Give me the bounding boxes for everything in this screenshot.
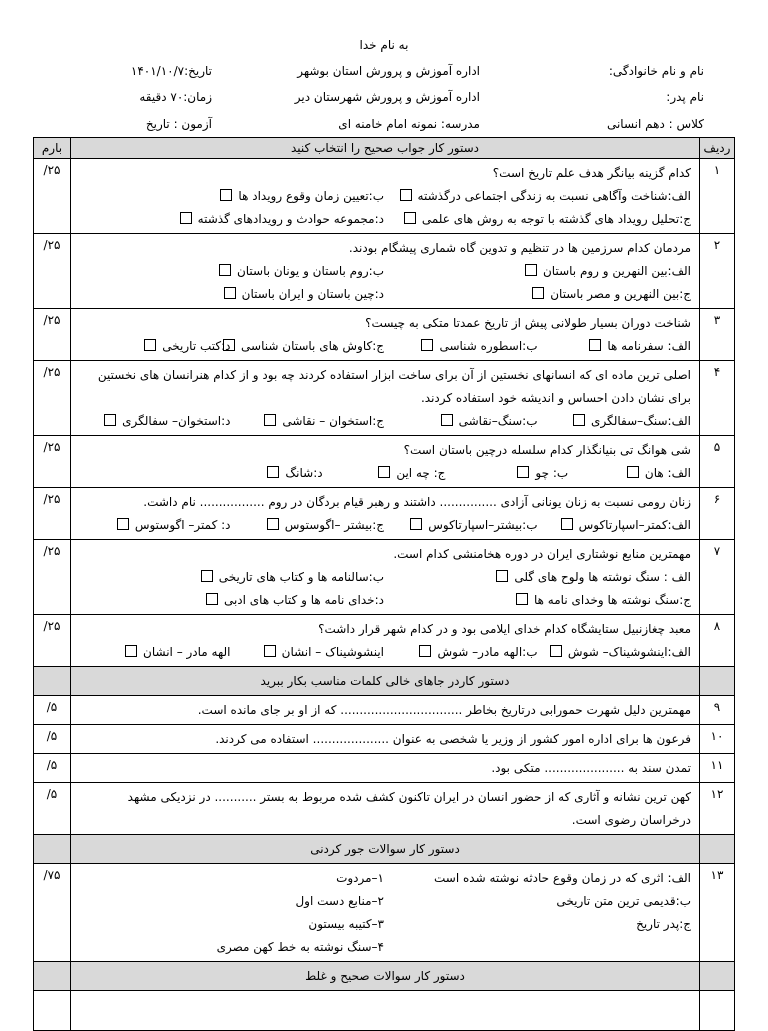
answer-option[interactable] [77,589,384,612]
answer-checkbox[interactable] [264,414,276,426]
answer-option[interactable] [200,462,323,485]
question-score: /۲۵ [34,159,71,234]
answer-option-label: ب:روم باستان و یونان باستان [236,264,384,278]
answer-option[interactable] [384,260,691,283]
empty-row [34,991,735,1031]
question-text: شی هوانگ تی بنیانگذار کدام سلسله درچین باستان است؟ [403,443,691,457]
matching-answer: ۴–سنگ نوشته به خط کهن مصری [216,940,384,954]
answer-checkbox[interactable] [532,287,544,299]
question-cell [71,234,700,309]
question-number: ۳ [700,309,735,361]
answer-checkbox[interactable] [441,414,453,426]
answer-option-label: الهه مادر – انشان [143,645,231,659]
question-number: ۱۲ [700,783,735,835]
answer-option[interactable] [538,410,692,433]
column-header-score: بارم [34,138,71,159]
question-score: /۵ [34,696,71,725]
answer-option[interactable] [384,514,538,537]
question-number: ۹ [700,696,735,725]
answer-checkbox[interactable] [117,518,129,530]
answer-option[interactable] [384,641,538,664]
answer-checkbox[interactable] [144,339,156,351]
answer-checkbox[interactable] [561,518,573,530]
question-cell [71,725,700,754]
page-title: به نام خدا [359,38,409,52]
question-score: /۷۵ [34,864,71,962]
office-city: اداره آموزش و پرورش شهرستان دیر [294,90,480,104]
answer-checkbox[interactable] [404,212,416,224]
answer-option-label: د:مجموعه حوادث و رویدادهای گذشته [197,212,384,226]
answer-option-label: الف:شناخت وآگاهی نسبت به زندگی اجتماعی درگذشته [417,189,691,203]
matching-prompt: ب:قدیمی ترین متن تاریخی [556,894,691,908]
section-spacer [700,962,735,991]
matching-answer: ۳–کتیبه بیستون [308,917,384,931]
answer-option-label: د:شانگ [285,466,323,480]
question-number: ۱ [700,159,735,234]
section-spacer [34,667,71,696]
question-row [34,361,735,436]
answer-option[interactable] [568,462,691,485]
section-spacer [700,835,735,864]
answer-checkbox[interactable] [627,466,639,478]
question-number: ۷ [700,540,735,615]
answer-option-label: الف: سفرنامه ها [607,339,691,353]
answer-option[interactable] [384,335,538,358]
question-score: /۲۵ [34,436,71,488]
answer-checkbox[interactable] [378,466,390,478]
exam-subject: آزمون : تاریخ [145,117,212,131]
answer-checkbox[interactable] [550,645,562,657]
matching-question-row [34,864,735,962]
question-row [34,309,735,361]
answer-option-label: ج:تحلیل رویداد های گذشته با توجه به روش های علمی [421,212,691,226]
answer-option-label: د:کتب تاریخی [162,339,231,353]
matching-answer: ۱–مردوت [336,871,384,885]
question-cell [71,361,700,436]
matching-prompt: ج:پدر تاریخ [636,917,691,931]
answer-option-label: ب: چو [535,466,569,480]
answer-option[interactable] [538,514,692,537]
answer-option-label: الف:بین النهرین و روم باستان [542,264,691,278]
answer-option[interactable] [384,566,691,589]
question-score: /۲۵ [34,361,71,436]
section-spacer [700,667,735,696]
answer-checkbox[interactable] [589,339,601,351]
question-number: ۲ [700,234,735,309]
table-header-row [34,138,735,159]
question-number: ۵ [700,436,735,488]
matching-answers [77,867,384,959]
answer-option-label: ب:اسطوره شناسی [439,339,538,353]
question-cell [71,864,700,962]
class-label: کلاس : دهم انسانی [606,117,704,131]
answer-option[interactable] [538,641,692,664]
exam-date: تاریخ:۱۴۰۱/۱۰/۷ [130,64,212,78]
section-matching-row [34,835,735,864]
question-number: ۱۳ [700,864,735,962]
exam-duration: زمان:۷۰ دقیقه [139,90,212,104]
answer-option-label: ب:الهه مادر– شوش [437,645,538,659]
question-number: ۱۰ [700,725,735,754]
empty-cell [34,991,71,1031]
answer-option[interactable] [77,641,231,664]
question-cell [71,436,700,488]
fill-question-row [34,725,735,754]
answer-checkbox[interactable] [525,264,537,276]
answer-option-label: الف:اینشوشیناک– شوش [567,645,691,659]
question-cell [71,540,700,615]
answer-option[interactable] [445,462,568,485]
options-group [77,335,691,358]
answer-option[interactable] [77,185,384,208]
answer-option[interactable] [77,514,231,537]
options-group [77,260,691,306]
answer-option-label: ب:تعیین زمان وقوع رویداد ها [238,189,384,203]
answer-option[interactable] [231,335,385,358]
answer-checkbox[interactable] [201,570,213,582]
answer-checkbox[interactable] [219,264,231,276]
answer-checkbox[interactable] [496,570,508,582]
answer-option[interactable] [77,410,231,433]
answer-option-label: ج:کاوش های باستان شناسی [241,339,384,353]
question-score: /۲۵ [34,615,71,667]
question-score: /۵ [34,725,71,754]
question-score: /۲۵ [34,540,71,615]
section-true-false: دستور کار سوالات صحیح و غلط [71,962,700,991]
answer-checkbox[interactable] [125,645,137,657]
answer-option[interactable] [231,410,385,433]
question-cell [71,696,700,725]
question-number: ۴ [700,361,735,436]
section-spacer [34,962,71,991]
answer-option[interactable] [77,566,384,589]
answer-checkbox[interactable] [206,593,218,605]
question-cell [71,783,700,835]
answer-checkbox[interactable] [267,518,279,530]
answer-option[interactable] [384,185,691,208]
matching-answer: ۲–منابع دست اول [295,894,384,908]
section-spacer [34,835,71,864]
options-group [77,462,691,485]
answer-option-label: ج: چه این [396,466,446,480]
answer-checkbox[interactable] [267,466,279,478]
question-cell [71,488,700,540]
question-number: ۶ [700,488,735,540]
answer-checkbox[interactable] [400,189,412,201]
fill-question-row [34,754,735,783]
section-fill-in-blanks: دستور کاردر جاهای خالی کلمات مناسب بکار ببرید [71,667,700,696]
question-score: /۲۵ [34,488,71,540]
matching-prompts [384,867,691,959]
matching-columns [77,867,691,959]
question-text: مردمان کدام سرزمین ها در تنظیم و تدوین گاه شماری پیشگام بودند. [348,241,691,255]
office-province: اداره آموزش و پرورش استان بوشهر [297,64,480,78]
column-header-row-number: ردیف [700,138,735,159]
question-text: فرعون ها برای اداره امور کشور از وزیر یا شخصی به عنوان .................... استفاده می کردند. [215,732,691,746]
answer-option[interactable] [384,410,538,433]
question-number: ۸ [700,615,735,667]
section-fill-in-blanks-row [34,667,735,696]
question-row [34,234,735,309]
question-row [34,159,735,234]
answer-option[interactable] [77,260,384,283]
section-true-false-row [34,962,735,991]
question-row [34,540,735,615]
section-matching: دستور کار سوالات جور کردنی [71,835,700,864]
answer-checkbox[interactable] [104,414,116,426]
fill-question-row [34,696,735,725]
answer-option[interactable] [384,589,691,612]
answer-option[interactable] [323,462,446,485]
question-score: /۵ [34,783,71,835]
answer-option[interactable] [77,335,231,358]
answer-option-label: ج:استخوان – نقاشی [282,414,384,428]
options-group [77,514,691,537]
answer-checkbox[interactable] [220,189,232,201]
school-name: مدرسه: نمونه امام خامنه ای [338,117,480,131]
question-score: /۵ [34,754,71,783]
answer-checkbox[interactable] [264,645,276,657]
answer-checkbox[interactable] [573,414,585,426]
father-name-label: نام پدر: [666,90,704,104]
matching-prompt: الف: اثری که در زمان وقوع حادثه نوشته شده است [434,871,691,885]
question-text: زنان رومی نسبت به زنان یونانی آزادی ............... داشتند و رهبر قیام بردگان در روم ................. نام داشت. [143,495,691,509]
answer-option-label: د:استخوان– سفالگری [122,414,231,428]
answer-checkbox[interactable] [516,593,528,605]
answer-option-label: الف : سنگ نوشته ها ولوح های گلی [514,570,691,584]
question-score: /۲۵ [34,309,71,361]
answer-option[interactable] [77,283,384,306]
answer-option-label: ب:بیشتر–اسپارتاکوس [428,518,538,532]
answer-option-label: ج:بین النهرین و مصر باستان [550,287,691,301]
answer-option-label: ب:سالنامه ها و کتاب های تاریخی [218,570,384,584]
question-text: مهمترین منابع نوشتاری ایران در دوره هخامنشی کدام است. [393,547,691,561]
questions-table [33,137,735,1031]
answer-option-label: الف:کمتر–اسپارتاکوس [578,518,691,532]
options-group [77,410,691,433]
question-text: کدام گزینه بیانگر هدف علم تاریخ است؟ [492,166,691,180]
question-score: /۲۵ [34,234,71,309]
question-text: کهن ترین نشانه و آثاری که از حضور انسان در ایران تاکنون کشف شده مربوط به بستر ........... در نزدیکی مشهد درخراسان رضوی است. [127,790,691,827]
question-text: مهمترین دلیل شهرت حمورابی درتاریخ بخاطر ................................ که از او بر جای مانده است. [197,703,691,717]
answer-option-label: د: کمتر– اگوستوس [134,518,231,532]
question-text: تمدن سند به ..................... متکی بود. [491,761,691,775]
column-header-instruction: دستور کار جواب صحیح را انتخاب کنید [71,138,700,159]
answer-option-label: د:چین باستان و ایران باستان [241,287,384,301]
question-text: شناخت دوران بسیار طولانی پیش از تاریخ عمدتا متکی به چیست؟ [365,316,691,330]
answer-option[interactable] [231,641,385,664]
answer-option[interactable] [77,208,384,231]
empty-cell [71,991,700,1031]
answer-option[interactable] [384,283,691,306]
question-text: اصلی ترین ماده ای که انسانهای نخستین از آن برای ساخت ابزار استفاده کردند چه بود و از کدام هنرانسان های نخستین برای نشان دادن احساس و اندیشه خود استفاده کردند. [97,368,691,405]
answer-checkbox[interactable] [224,287,236,299]
answer-checkbox[interactable] [410,518,422,530]
question-row [34,615,735,667]
question-cell [71,159,700,234]
empty-cell [700,991,735,1031]
question-cell [71,309,700,361]
answer-checkbox[interactable] [421,339,433,351]
options-group [77,566,691,612]
answer-option-label: اینشوشیناک – انشان [281,645,384,659]
name-label: نام و نام خانوادگی: [608,64,704,78]
answer-option[interactable] [538,335,692,358]
answer-checkbox[interactable] [419,645,431,657]
question-row [34,488,735,540]
options-group [77,185,691,231]
answer-option[interactable] [384,208,691,231]
answer-option[interactable] [231,514,385,537]
question-text: معبد چغازنبیل ستایشگاه کدام خدای ایلامی بود و در کدام شهر قرار داشت؟ [318,622,691,636]
answer-option-label: ج:سنگ نوشته ها وخدای نامه ها [534,593,691,607]
answer-checkbox[interactable] [517,466,529,478]
answer-option-label: الف:سنگ–سفالگری [591,414,691,428]
answer-checkbox[interactable] [180,212,192,224]
fill-question-row [34,783,735,835]
answer-option-label: ب:سنگ–نقاشی [458,414,538,428]
answer-option-label: ج:بیشتر –اگوستوس [284,518,384,532]
question-cell [71,615,700,667]
answer-option-label: د:خدای نامه ها و کتاب های ادبی [223,593,384,607]
question-number: ۱۱ [700,754,735,783]
question-cell [71,754,700,783]
question-row [34,436,735,488]
answer-option-label: الف: هان [644,466,691,480]
options-group [77,641,691,664]
